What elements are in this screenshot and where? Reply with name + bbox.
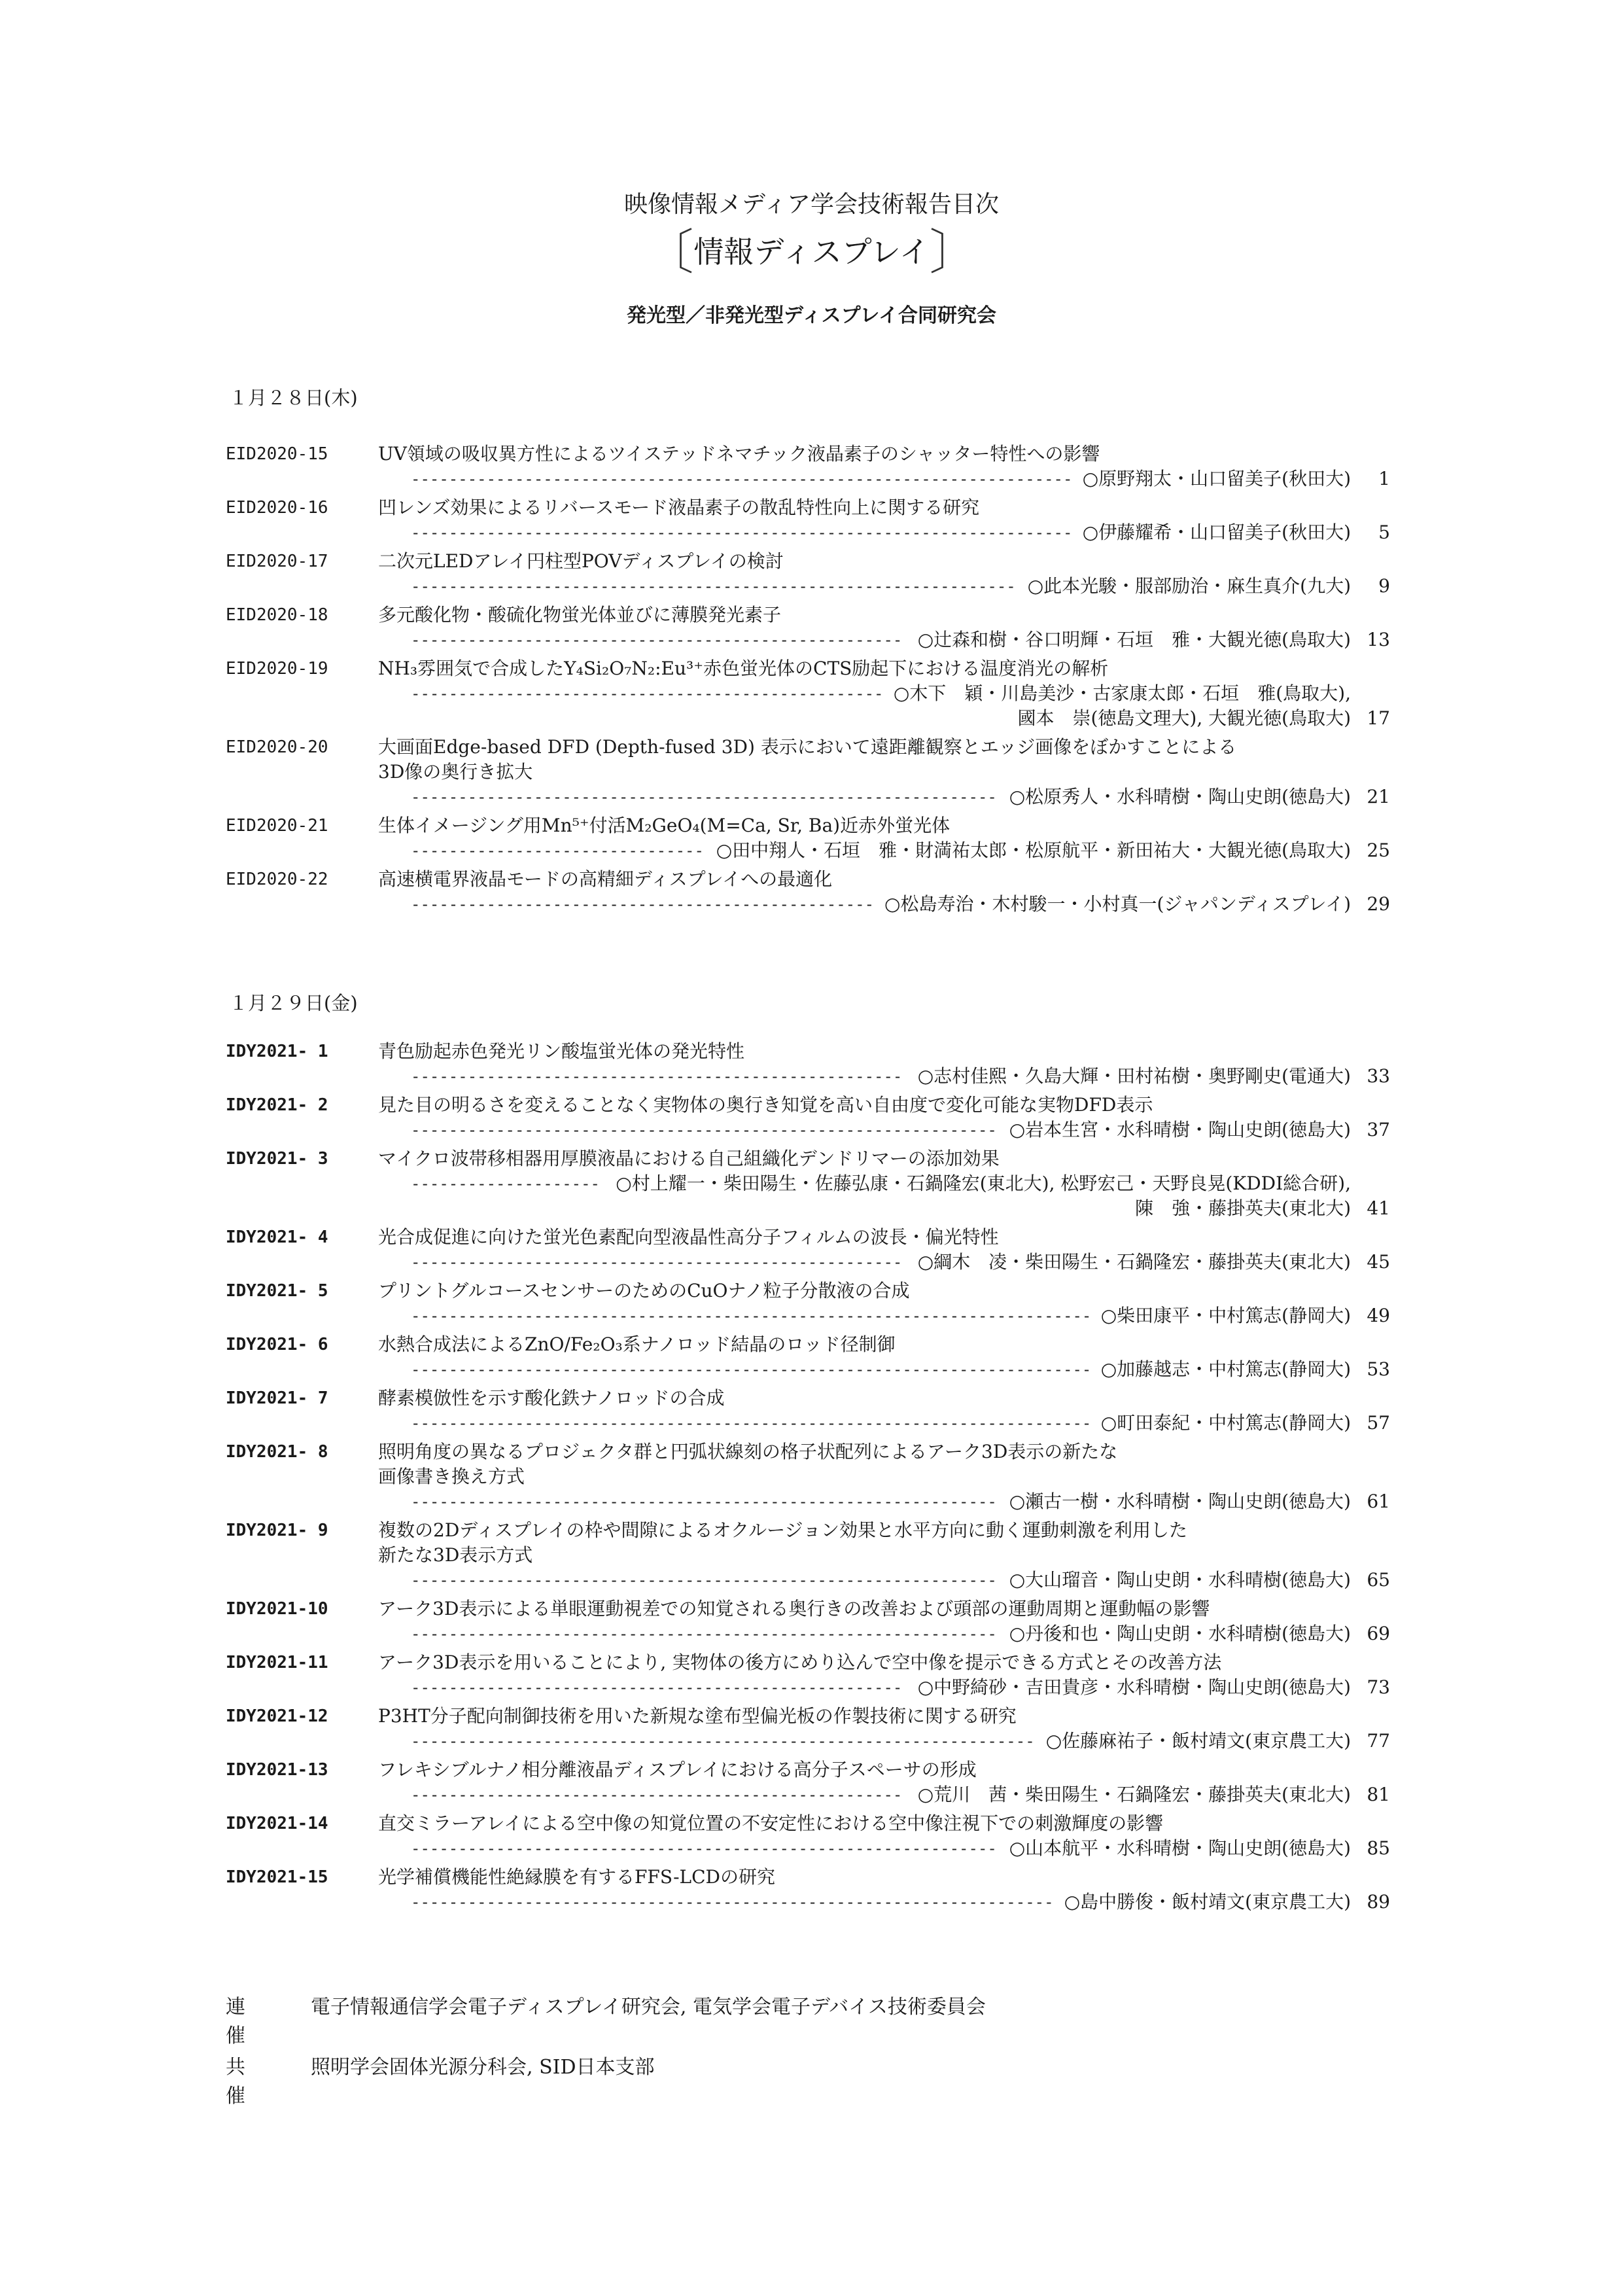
paper-authors: ○佐藤麻祐子・飯村靖文(東京農工大) — [1045, 1730, 1351, 1752]
leader-dashes: -------------------------------------------------------------- — [411, 1839, 997, 1858]
leader-dashes: ---------------------------------------------------------------------- — [411, 470, 1073, 488]
leader-dashes: ------------------------------------------------------------------------ — [411, 1414, 1092, 1432]
author-row — [226, 1675, 1390, 1700]
series-name — [0, 224, 1623, 281]
paper-title: 光合成促進に向けた蛍光色素配向型液晶性高分子フィルムの波長・偏光特性 — [378, 1226, 999, 1248]
paper-title: マイクロ波帯移相器用厚膜液晶における自己組織化デンドリマーの添加効果 — [378, 1148, 1000, 1169]
paper-code: EID2020-17 — [226, 552, 328, 571]
day-heading-1: １月２８日(木) — [229, 387, 358, 409]
toc-entry — [226, 813, 1390, 863]
paper-authors: ○辻森和樹・谷口明輝・石垣 雅・大観光徳(鳥取大) — [917, 629, 1351, 650]
leader-dashes: -------------------------------------------------------------- — [411, 788, 997, 806]
title-row — [226, 656, 1390, 681]
paper-title: アーク3D表示を用いることにより, 実物体の後方にめり込んで空中像を提示できる方式とその改善方法 — [378, 1651, 1222, 1673]
paper-title: 酵素模倣性を示す酸化鉄ナノロッドの合成 — [378, 1387, 725, 1409]
title-row — [226, 735, 1390, 760]
paper-authors: ○志村佳熙・久島大輝・田村祐樹・奥野剛史(電通大) — [917, 1065, 1351, 1087]
toc-entry — [226, 1650, 1390, 1700]
entry-list-day-1 — [226, 442, 1390, 921]
title-row — [226, 1704, 1390, 1729]
page-number: 29 — [1367, 893, 1390, 915]
paper-title: 光学補償機能性絶縁膜を有するFFS-LCDの研究 — [378, 1866, 775, 1888]
paper-code: IDY2021-14 — [226, 1814, 328, 1833]
paper-title: 高速横電界液晶モードの高精細ディスプレイへの最適化 — [378, 868, 833, 890]
page-number: 37 — [1367, 1119, 1390, 1140]
paper-authors: ○大山瑠音・陶山史朗・水科晴樹(徳島大) — [1009, 1569, 1351, 1591]
cosponsor-text: 電子情報通信学会電子ディスプレイ研究会, 電気学会電子デバイス技術委員会 — [311, 1996, 986, 2019]
title-row — [226, 603, 1390, 627]
paper-authors: ○柴田康平・中村篤志(静岡大) — [1100, 1305, 1351, 1326]
author-row — [226, 1411, 1390, 1436]
paper-code: IDY2021-11 — [226, 1653, 328, 1672]
title-row — [226, 1865, 1390, 1890]
author-row — [226, 1171, 1390, 1196]
paper-code: EID2020-18 — [226, 605, 328, 625]
author-row — [226, 1064, 1390, 1089]
paper-title: 多元酸化物・酸硫化物蛍光体並びに薄膜発光素子 — [378, 604, 782, 626]
title-row — [226, 1464, 1390, 1489]
support-text: 照明学会固体光源分科会, SID日本支部 — [311, 2056, 655, 2079]
paper-authors: ○岩本生宮・水科晴樹・陶山史朗(徳島大) — [1009, 1119, 1351, 1140]
paper-title: 生体イメージング用Mn⁵⁺付活M₂GeO₄(M=Ca, Sr, Ba)近赤外蛍光体 — [378, 815, 951, 836]
paper-title: 凹レンズ効果によるリバースモード液晶素子の散乱特性向上に関する研究 — [378, 497, 980, 518]
title-row — [226, 549, 1390, 574]
paper-authors: ○木下 穎・川島美沙・古家康太郎・石垣 雅(鳥取大), — [893, 682, 1351, 704]
paper-authors: ○松島寿治・木村駿一・小村真一(ジャパンディスプレイ) — [884, 893, 1351, 915]
support-label: 共催 — [226, 2056, 245, 2108]
toc-entry — [226, 1386, 1390, 1436]
leader-dashes: ---------------------------------------------------- — [411, 1067, 903, 1086]
title-row — [226, 813, 1390, 838]
meeting-name: 発光型／非発光型ディスプレイ合同研究会 — [627, 304, 996, 327]
page-number: 41 — [1367, 1197, 1390, 1219]
page-number: 89 — [1367, 1891, 1390, 1913]
leader-dashes: ---------------------------------------------------- — [411, 1786, 903, 1804]
page-number: 53 — [1367, 1358, 1390, 1380]
paper-code: IDY2021-15 — [226, 1867, 328, 1887]
title-row — [226, 1039, 1390, 1064]
paper-code: IDY2021-13 — [226, 1760, 328, 1780]
paper-authors: 陳 強・藤掛英夫(東北大) — [1135, 1197, 1351, 1219]
paper-code: IDY2021- 4 — [226, 1227, 328, 1247]
title-row — [226, 1225, 1390, 1250]
leader-dashes: ------------------------------- — [411, 841, 704, 860]
paper-code: IDY2021- 1 — [226, 1042, 328, 1061]
author-row — [226, 1196, 1390, 1221]
paper-code: IDY2021-10 — [226, 1599, 328, 1619]
leader-dashes: ---------------------------------------------------- — [411, 631, 903, 649]
paper-title: UV領域の吸収異方性によるツイステッドネマチック液晶素子のシャッター特性への影響 — [378, 443, 1100, 465]
paper-code: IDY2021- 3 — [226, 1149, 328, 1169]
leader-dashes: -------------------------------------------------------------------- — [411, 1893, 1054, 1911]
toc-entry — [226, 442, 1390, 491]
leader-dashes: ---------------------------------------------------------------- — [411, 577, 1016, 595]
title-row — [226, 442, 1390, 467]
paper-title: 青色励起赤色発光リン酸塩蛍光体の発光特性 — [378, 1040, 745, 1062]
paper-authors: ○加藤越志・中村篤志(静岡大) — [1100, 1358, 1351, 1380]
title-row — [226, 1146, 1390, 1171]
toc-entry — [226, 1146, 1390, 1221]
author-row — [226, 1782, 1390, 1807]
paper-title: 複数の2Dディスプレイの枠や間隙によるオクルージョン効果と水平方向に動く運動刺激を利用した — [378, 1519, 1187, 1541]
day-heading-2: １月２９日(金) — [229, 992, 358, 1014]
paper-authors: ○綱木 凌・柴田陽生・石鍋隆宏・藤掛英夫(東北大) — [917, 1251, 1351, 1273]
paper-title: 画像書き換え方式 — [378, 1466, 525, 1487]
toc-entry — [226, 1225, 1390, 1275]
paper-title: P3HT分子配向制御技術を用いた新規な塗布型偏光板の作製技術に関する研究 — [378, 1705, 1017, 1727]
page-number: 69 — [1367, 1623, 1390, 1644]
paper-authors: ○瀬古一樹・水科晴樹・陶山史朗(徳島大) — [1009, 1491, 1351, 1512]
toc-entry — [226, 656, 1390, 731]
leader-dashes: -------------------------------------------------------------- — [411, 1121, 997, 1139]
author-row — [226, 1250, 1390, 1275]
page-number: 73 — [1367, 1676, 1390, 1698]
author-row — [226, 785, 1390, 809]
toc-entry — [226, 1279, 1390, 1328]
paper-code: EID2020-16 — [226, 498, 328, 518]
toc-entry — [226, 1597, 1390, 1646]
leader-dashes: -------------------- — [411, 1174, 600, 1193]
toc-entry — [226, 1757, 1390, 1807]
title-row — [226, 1543, 1390, 1568]
paper-code: IDY2021- 5 — [226, 1281, 328, 1301]
leader-dashes: ------------------------------------------------------------------------ — [411, 1360, 1092, 1379]
page-number: 85 — [1367, 1837, 1390, 1859]
paper-authors: ○町田泰紀・中村篤志(静岡大) — [1100, 1412, 1351, 1434]
paper-authors: ○丹後和也・陶山史朗・水科晴樹(徳島大) — [1009, 1623, 1351, 1644]
series-label: 情報ディスプレイ — [693, 234, 930, 270]
paper-authors: 國本 崇(徳島文理大), 大観光徳(鳥取大) — [1017, 707, 1351, 729]
paper-authors: ○田中翔人・石垣 雅・財満祐太郎・松原航平・新田祐大・大観光徳(鳥取大) — [716, 839, 1351, 861]
title-row — [226, 1093, 1390, 1118]
toc-entry — [226, 867, 1390, 917]
paper-authors: ○荒川 茜・柴田陽生・石鍋隆宏・藤掛英夫(東北大) — [917, 1784, 1351, 1805]
paper-authors: ○松原秀人・水科晴樹・陶山史朗(徳島大) — [1009, 786, 1351, 807]
author-row — [226, 1568, 1390, 1593]
paper-authors: ○中野綺砂・吉田貴彦・水科晴樹・陶山史朗(徳島大) — [917, 1676, 1351, 1698]
author-row — [226, 1357, 1390, 1382]
author-row — [226, 627, 1390, 652]
paper-code: IDY2021- 2 — [226, 1095, 328, 1115]
paper-code: IDY2021-12 — [226, 1706, 328, 1726]
paper-code: IDY2021- 8 — [226, 1442, 328, 1462]
toc-entry — [226, 495, 1390, 545]
paper-code: EID2020-15 — [226, 444, 328, 464]
paper-authors: ○村上耀一・柴田陽生・佐藤弘康・石鍋隆宏(東北大), 松野宏己・天野良晃(KDDI総合研), — [616, 1173, 1351, 1194]
page-number: 17 — [1367, 707, 1390, 729]
author-row — [226, 706, 1390, 731]
paper-authors: ○原野翔太・山口留美子(秋田大) — [1082, 468, 1351, 489]
author-row — [226, 838, 1390, 863]
author-row — [226, 1118, 1390, 1142]
leader-dashes: -------------------------------------------------- — [411, 684, 884, 703]
paper-title: 大画面Edge-based DFD (Depth-fused 3D) 表示において遠距離観察とエッジ画像をぼかすことによる — [378, 736, 1237, 758]
paper-code: EID2020-21 — [226, 816, 328, 836]
author-row — [226, 467, 1390, 491]
author-row — [226, 1621, 1390, 1646]
page-number: 5 — [1378, 521, 1390, 543]
toc-entry — [226, 1518, 1390, 1593]
title-row — [226, 1597, 1390, 1621]
page-number: 1 — [1378, 468, 1390, 489]
page-number: 9 — [1378, 575, 1390, 597]
paper-title: フレキシブルナノ相分離液晶ディスプレイにおける高分子スペーサの形成 — [378, 1759, 977, 1780]
author-row — [226, 1836, 1390, 1861]
title-row — [226, 495, 1390, 520]
leader-dashes: ------------------------------------------------------------------------ — [411, 1307, 1092, 1325]
page-number: 45 — [1367, 1251, 1390, 1273]
page-number: 57 — [1367, 1412, 1390, 1434]
page-number: 21 — [1367, 786, 1390, 807]
document-title: 映像情報メディア学会技術報告目次 — [623, 191, 1000, 218]
page-number: 81 — [1367, 1784, 1390, 1805]
paper-title: 新たな3D表示方式 — [378, 1544, 533, 1566]
title-row — [226, 1518, 1390, 1543]
paper-code: IDY2021- 7 — [226, 1388, 328, 1408]
page-number: 61 — [1367, 1491, 1390, 1512]
paper-code: IDY2021- 6 — [226, 1335, 328, 1354]
toc-entry — [226, 1865, 1390, 1915]
paper-title: NH₃雰囲気で合成したY₄Si₂O₇N₂:Eu³⁺赤色蛍光体のCTS励起下における温度消光の解析 — [378, 658, 1109, 679]
author-row — [226, 1303, 1390, 1328]
page-number: 65 — [1367, 1569, 1390, 1591]
leader-dashes: ------------------------------------------------------------------ — [411, 1732, 1035, 1750]
title-row — [226, 1332, 1390, 1357]
toc-entry — [226, 1704, 1390, 1754]
paper-title: 水熱合成法によるZnO/Fe₂O₃系ナノロッド結晶のロッド径制御 — [378, 1333, 896, 1355]
paper-authors: ○伊藤耀希・山口留美子(秋田大) — [1082, 521, 1351, 543]
page-number: 77 — [1367, 1730, 1390, 1752]
title-row — [226, 1386, 1390, 1411]
paper-code: IDY2021- 9 — [226, 1521, 328, 1540]
page-number: 33 — [1367, 1065, 1390, 1087]
toc-entry — [226, 735, 1390, 809]
cosponsor-label: 連催 — [226, 1996, 245, 2047]
leader-dashes: -------------------------------------------------------------- — [411, 1492, 997, 1511]
toc-entry — [226, 1039, 1390, 1089]
toc-entry — [226, 1093, 1390, 1142]
paper-title: 照明角度の異なるプロジェクタ群と円弧状線刻の格子状配列によるアーク3D表示の新たな — [378, 1441, 1118, 1462]
title-row — [226, 1757, 1390, 1782]
paper-authors: ○此本光駿・服部励治・麻生真介(九大) — [1027, 575, 1351, 597]
toc-entry — [226, 1811, 1390, 1861]
page-number: 13 — [1367, 629, 1390, 650]
author-row — [226, 892, 1390, 917]
toc-entry — [226, 1332, 1390, 1382]
paper-code: EID2020-19 — [226, 659, 328, 679]
paper-authors: ○島中勝俊・飯村靖文(東京農工大) — [1064, 1891, 1351, 1913]
paper-title: アーク3D表示による単眼運動視差での知覚される奥行きの改善および頭部の運動周期と運動幅の影響 — [378, 1598, 1210, 1619]
author-row — [226, 520, 1390, 545]
toc-entry — [226, 549, 1390, 599]
author-row — [226, 1729, 1390, 1754]
author-row — [226, 1489, 1390, 1514]
bracket-open: 〔 — [645, 224, 694, 281]
page-number: 49 — [1367, 1305, 1390, 1326]
paper-authors: ○山本航平・水科晴樹・陶山史朗(徳島大) — [1009, 1837, 1351, 1859]
paper-title: 二次元LEDアレイ円柱型POVディスプレイの検討 — [378, 550, 784, 572]
toc-entry — [226, 603, 1390, 652]
leader-dashes: ---------------------------------------------------- — [411, 1253, 903, 1271]
title-row — [226, 1811, 1390, 1836]
paper-title: 見た目の明るさを変えることなく実物体の奥行き知覚を高い自由度で変化可能な実物DFD表示 — [378, 1094, 1153, 1116]
title-row — [226, 1650, 1390, 1675]
author-row — [226, 574, 1390, 599]
leader-dashes: ---------------------------------------------------- — [411, 1678, 903, 1697]
paper-title: 3D像の奥行き拡大 — [378, 761, 533, 783]
paper-code: EID2020-22 — [226, 870, 328, 889]
title-row — [226, 760, 1390, 785]
entry-list-day-2 — [226, 1039, 1390, 1918]
paper-code: EID2020-20 — [226, 737, 328, 757]
bracket-close: 〕 — [929, 224, 978, 281]
leader-dashes: ---------------------------------------------------------------------- — [411, 523, 1073, 542]
title-row — [226, 867, 1390, 892]
paper-title: プリントグルコースセンサーのためのCuOナノ粒子分散液の合成 — [378, 1280, 910, 1301]
leader-dashes: -------------------------------------------------------------- — [411, 1571, 997, 1589]
paper-title: 直交ミラーアレイによる空中像の知覚位置の不安定性における空中像注視下での刺激輝度の影響 — [378, 1812, 1164, 1834]
leader-dashes: ------------------------------------------------- — [411, 895, 875, 913]
author-row — [226, 1890, 1390, 1915]
title-row — [226, 1439, 1390, 1464]
leader-dashes: -------------------------------------------------------------- — [411, 1625, 997, 1643]
title-row — [226, 1279, 1390, 1303]
toc-entry — [226, 1439, 1390, 1514]
author-row — [226, 681, 1390, 706]
page-number: 25 — [1367, 839, 1390, 861]
